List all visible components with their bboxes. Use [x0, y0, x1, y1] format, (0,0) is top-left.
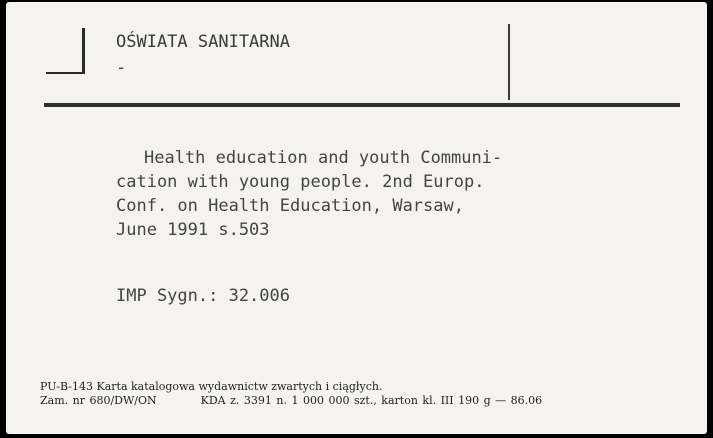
subject-heading: OŚWIATA SANITARNA: [116, 32, 290, 52]
corner-mark-horizontal: [46, 72, 85, 74]
entry-line: June 1991 s.503: [116, 220, 270, 240]
corner-mark-vertical: [82, 28, 85, 74]
entry-line: Health education and youth Communi-: [144, 148, 503, 168]
entry-line: Conf. on Health Education, Warsaw,: [116, 196, 464, 216]
entry-description: [116, 146, 636, 242]
footer-print-info: KDA z. 3391 n. 1 000 000 szt., karton kl. III 190 g — 86.06: [200, 394, 543, 407]
catalog-card: [6, 2, 707, 434]
heading-dash: -: [116, 58, 127, 78]
card-footer: [40, 380, 542, 408]
footer-order-number: Zam. nr 680/DW/ON: [40, 394, 157, 407]
vertical-divider: [508, 24, 510, 100]
call-number: IMP Sygn.: 32.006: [116, 286, 290, 306]
entry-line: cation with young people. 2nd Europ.: [116, 172, 485, 192]
footer-line-1: PU-B-143 Karta katalogowa wydawnictw zwartych i ciągłych.: [40, 380, 383, 393]
horizontal-rule: [44, 103, 680, 107]
